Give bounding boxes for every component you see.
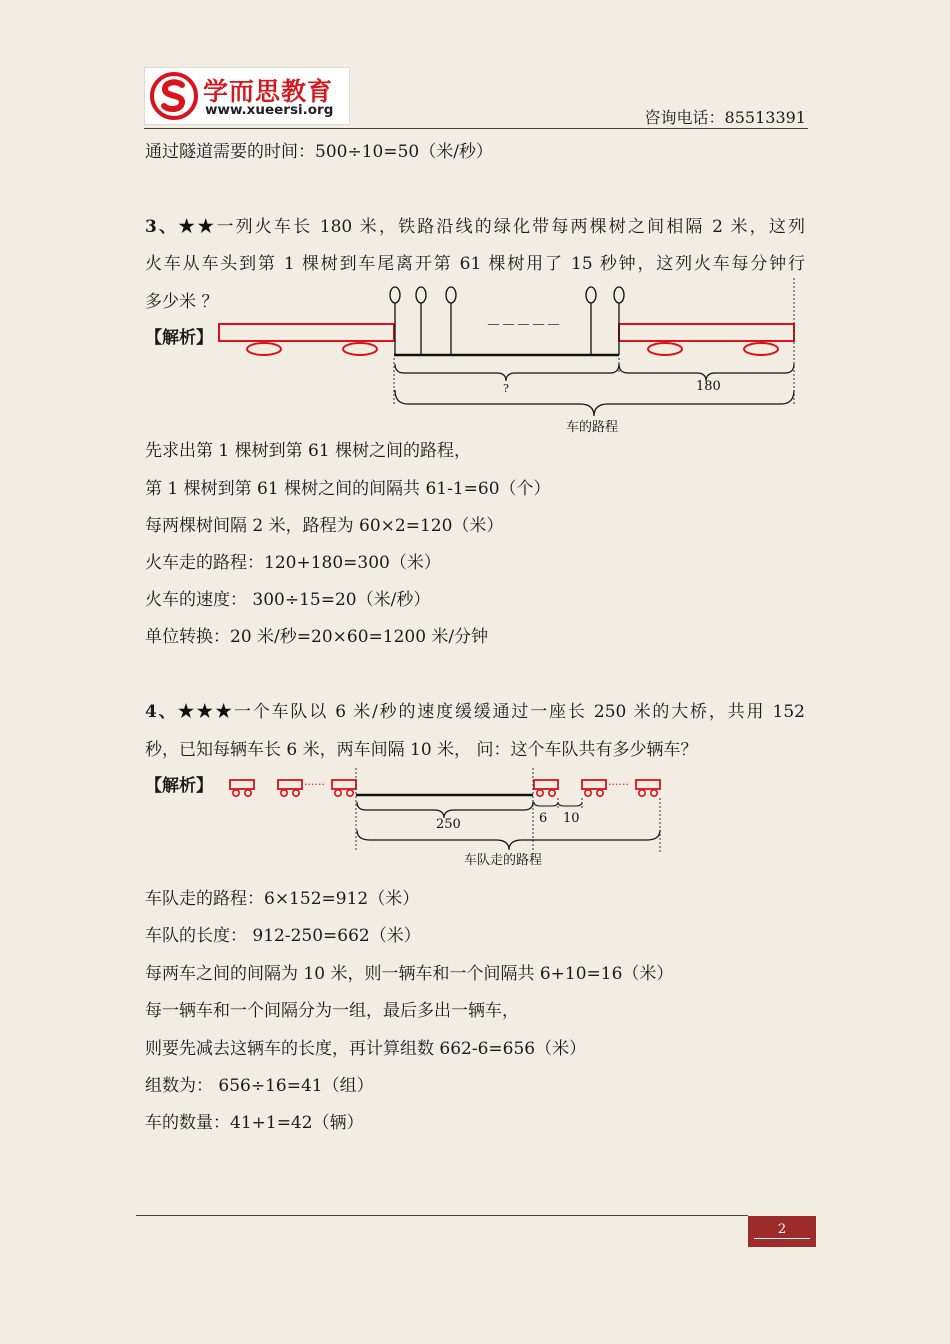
- q3-train-left-wheel: [247, 343, 281, 355]
- q4-step: 车的数量：41+1=42（辆）: [145, 1113, 364, 1133]
- q3-line2: 火车从车头到第 1 棵树到车尾离开第 61 棵树用了 15 秒钟，这列火车每分钟行: [145, 254, 805, 274]
- q4-analysis-label: 【解析】: [145, 776, 213, 796]
- q4-brace-total: [357, 830, 660, 850]
- q3-step: 每两棵树间隔 2 米，路程为 60×2=120（米）: [145, 516, 504, 536]
- q4-step: 每一辆车和一个间隔分为一组，最后多出一辆车，: [145, 1001, 519, 1021]
- q3-train-label: 180: [696, 379, 721, 394]
- page-number-badge: [748, 1216, 816, 1247]
- q3-text1: 一列火车长 180 米，铁路沿线的绿化带每两棵树之间相隔 2 米，这列: [216, 217, 805, 237]
- header-phone: 咨询电话：85513391: [644, 108, 806, 127]
- q4-step: 车队走的路程：6×152=912（米）: [145, 889, 420, 909]
- q4-left-dots: ······: [304, 778, 325, 791]
- q3-step: 先求出第 1 棵树到第 61 棵树之间的路程，: [145, 441, 472, 461]
- car-icon: [332, 780, 356, 796]
- q3-step: 火车走的路程：120+180=300（米）: [145, 553, 441, 573]
- q3-train-right-wheel: [744, 343, 778, 355]
- q4-car-label: 6: [539, 811, 548, 826]
- q4-text1: 一个车队以 6 米/秒的速度缓缓通过一座长 250 米的大桥，共用 152: [233, 702, 805, 722]
- q4-total-label: 车队走的路程: [464, 853, 543, 868]
- q3-train-left-wheel: [343, 343, 377, 355]
- page-number-underline: [754, 1238, 810, 1239]
- q3-number: 3、: [145, 217, 179, 237]
- header-divider: [144, 128, 808, 129]
- q4-line2: 秒，已知每辆车长 6 米，两车间隔 10 米， 问：这个车队共有多少辆车？: [145, 740, 698, 760]
- q4-bridge-label: 250: [436, 817, 461, 832]
- tree-icon: [614, 287, 624, 303]
- q4-step: 车队的长度： 912-250=662（米）: [145, 926, 421, 946]
- q4-number: 4、: [145, 702, 178, 722]
- logo-url: www.xueersi.org: [205, 102, 334, 118]
- car-icon: [230, 780, 254, 796]
- q4-step: 组数为： 656÷16=41（组）: [145, 1076, 374, 1096]
- q3-dashes: －－－－－: [486, 316, 562, 334]
- tree-icon: [390, 287, 400, 303]
- q3-step: 第 1 棵树到第 61 棵树之间的间隔共 61-1=60（个）: [145, 479, 551, 499]
- q4-brace-gap: [558, 802, 582, 806]
- q4-step: 则要先减去这辆车的长度，再计算组数 662-6=656（米）: [145, 1039, 587, 1059]
- logo-s-icon: [149, 71, 199, 121]
- q4-brace-bridge: [357, 802, 533, 818]
- q3-train-right-wheel: [648, 343, 682, 355]
- car-icon: [278, 780, 302, 796]
- q4-stars: ★★★: [177, 702, 234, 722]
- q3-step: 火车的速度： 300÷15=20（米/秒）: [145, 590, 431, 610]
- q3-brace-unknown: [395, 364, 619, 381]
- tree-icon: [586, 287, 596, 303]
- q3-analysis-label: 【解析】: [145, 328, 213, 348]
- q3-diagram: [214, 278, 804, 438]
- q3-total-label: 车的路程: [566, 420, 619, 435]
- q3-line1: [145, 212, 805, 237]
- q3-line3: 多少米 ？: [145, 292, 219, 312]
- q4-gap-label: 10: [563, 811, 580, 826]
- q4-right-dots: ······: [608, 778, 629, 791]
- tree-icon: [416, 287, 426, 303]
- q3-stars: ★★: [178, 217, 217, 237]
- q4-diagram: [222, 768, 667, 872]
- prev-answer-line: 通过隧道需要的时间：500÷10=50（米/秒）: [145, 142, 493, 162]
- q3-brace-total: [395, 390, 794, 416]
- car-icon: [534, 780, 558, 796]
- tree-icon: [446, 287, 456, 303]
- q3-step: 单位转换：20 米/秒=20×60=1200 米/分钟: [145, 627, 489, 647]
- q4-line1: [145, 697, 805, 722]
- page-number: 2: [777, 1222, 787, 1237]
- car-icon: [636, 780, 660, 796]
- q4-brace-car: [534, 802, 558, 806]
- footer-divider: [136, 1215, 748, 1216]
- q4-step: 每两车之间的间隔为 10 米，则一辆车和一个间隔共 6+10=16（米）: [145, 964, 674, 984]
- q3-train-right-body: [619, 324, 794, 341]
- q3-train-left-body: [219, 324, 394, 341]
- logo: [144, 67, 350, 125]
- q3-unknown-label: ?: [503, 382, 509, 395]
- logo-name: 学而思教育: [203, 77, 334, 106]
- car-icon: [582, 780, 606, 796]
